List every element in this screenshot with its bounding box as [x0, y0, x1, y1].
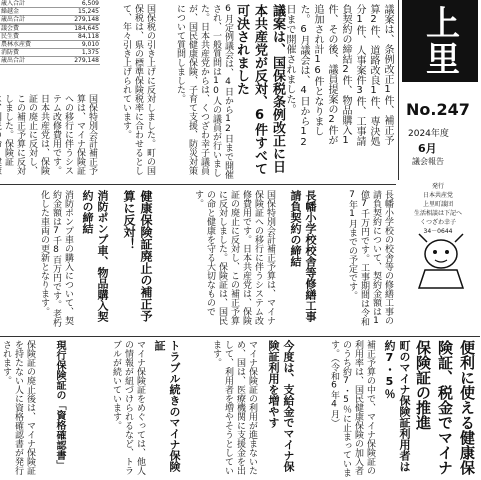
issue-number: No.247	[406, 100, 470, 119]
publisher-line: くつざわ幸子	[419, 219, 456, 226]
table-cell-value: 15,245	[54, 8, 100, 16]
genko-headline: 現行保険証の「資格確認書」	[54, 340, 65, 470]
table-row	[0, 57, 100, 65]
hoken-headline: 健康保険証廃止の補正予算に反対！	[122, 190, 153, 322]
table-row	[0, 25, 100, 33]
table-cell-label: 歳入合計	[0, 0, 54, 8]
table-row	[0, 0, 100, 8]
table-cell-value: 84,118	[54, 33, 100, 41]
keiyaku-headline: 長幡小学校校舎等修繕工事請負契約の締結	[289, 190, 317, 322]
publisher-line: 日本共産党	[422, 192, 453, 199]
table-row	[0, 49, 100, 57]
table-cell-label: 消防費	[0, 49, 54, 57]
keiyaku-body: 長幡小学校の校舎等の修繕工事の請負契約について、契約金額は1億7千万円です。工事期間は令和7年1月までの予定です。	[347, 190, 393, 326]
publisher-info	[404, 182, 472, 236]
table-cell-value: 1,375	[54, 49, 100, 57]
mynumber-body-1: 補正予算の中で、マイナ保険証の利用率は、国民健康保険の加入者のうち約7・5％に止まっています。（令和6年4月）	[329, 340, 375, 477]
hoken-body: 国保特別会計補正予算は、マイナ保険証への移行に伴うシステム改修費用です。日本共産党は、保険証の廃止に反対し、この補正予算に反対しました。保険証は、国民の命と健康を守る大切なものです。	[193, 190, 275, 325]
table-cell-value: 184,645	[54, 25, 100, 33]
table-cell-value: 279,148	[54, 16, 100, 24]
mynumber-headline: 便利に使える健康保険証、税金でマイナ保険証の推進	[414, 340, 476, 475]
publisher-line: 生活相談は下記へ	[413, 210, 462, 217]
table-cell-value: 9,010	[54, 41, 100, 49]
publisher-line: 34－0644	[423, 228, 453, 235]
table-row	[0, 16, 100, 24]
shobo-headline: 消防ポンプ車、物品購入契約の締結	[81, 190, 109, 322]
table-cell-value: 6,509	[54, 0, 100, 8]
issue-month: 6月	[418, 142, 437, 155]
main-headline: 議案は、国保税条例改正に日本共産党が反対、6件すべて可決されました	[234, 4, 285, 175]
publisher-line: 上里町議団	[422, 201, 453, 208]
mynumber-body-2: マイナ保険証の利用が進まないため、国は、医療機関に支援金を出して、利用者を増やそうとしています。	[211, 340, 257, 475]
title-block	[402, 0, 478, 82]
table-cell-label: 繰越金	[0, 8, 54, 16]
issue-year: 2024年度	[408, 129, 449, 139]
trouble-body: マイナ保険証をめぐっては、他人の情報が紐づけられるなど、トラブルが続いています。	[111, 340, 145, 475]
table-cell-label: 農林水産費	[0, 41, 54, 49]
body-column-2: 国保税の引き上げに反対しました。町の国保税は、県の標準保険税率に合わせるとして、年々引き上げられています。	[121, 4, 155, 175]
body-column-1: 6月定例議会は、4日から12日まで開催され、一般質問は10人の議員が行いました。日本共産党からは、くつざわ幸子議員が、国民健康保険、子育て支援、防災対策について質問しました。	[175, 4, 233, 179]
budget-table	[0, 0, 100, 65]
table-cell-label: 議会費	[0, 25, 54, 33]
shobo-body: 消防ポンプ車の購入について、契約金額は7千8百万円です。老朽化した車両の更新となります。	[39, 190, 73, 327]
table-cell-label: 民生費	[0, 33, 54, 41]
body-column-3: 国保特別会計補正予算は、マイナ保険証への移行に伴うシステム改修費用です。日本共産党は、保険証の廃止に反対し、この補正予算に反対しました。保険証	[3, 94, 97, 175]
table-cell-label: 歳出合計	[0, 57, 54, 65]
divider	[0, 184, 396, 185]
mynumber-subhead-2: 今度は、支給金でマイナ保険証利用を増やす	[267, 340, 295, 472]
divider	[0, 336, 480, 337]
lead-article: 議案は、条例改正1件、補正予算2件、道路改良1件、専決処分1件、人事案件3件、工事請負契約の締結2件、物品購入1件、その後、議員提案の2件が追加され計16件となりました。6月議会は、4日から12日まで開催されました。	[284, 4, 393, 148]
publisher-line: 発行	[431, 183, 444, 190]
issue-type: 議会報告	[412, 157, 444, 166]
newsletter-title: 上里	[419, 5, 460, 77]
trouble-headline: トラブル続きのマイナ保険証	[153, 340, 181, 472]
genko-body: 保険証の廃止後は、マイナ保険証を持たない人に資格確認書が発行されます。	[1, 340, 35, 475]
mascot-illustration	[405, 230, 477, 292]
table-cell-value: 279,148	[54, 57, 100, 65]
table-cell-label: 歳出合計	[0, 16, 54, 24]
table-row	[0, 8, 100, 16]
mynumber-subhead: 町のマイナ保険証利用者は約7・5％	[383, 340, 411, 472]
table-row	[0, 41, 100, 49]
table-row	[0, 33, 100, 41]
